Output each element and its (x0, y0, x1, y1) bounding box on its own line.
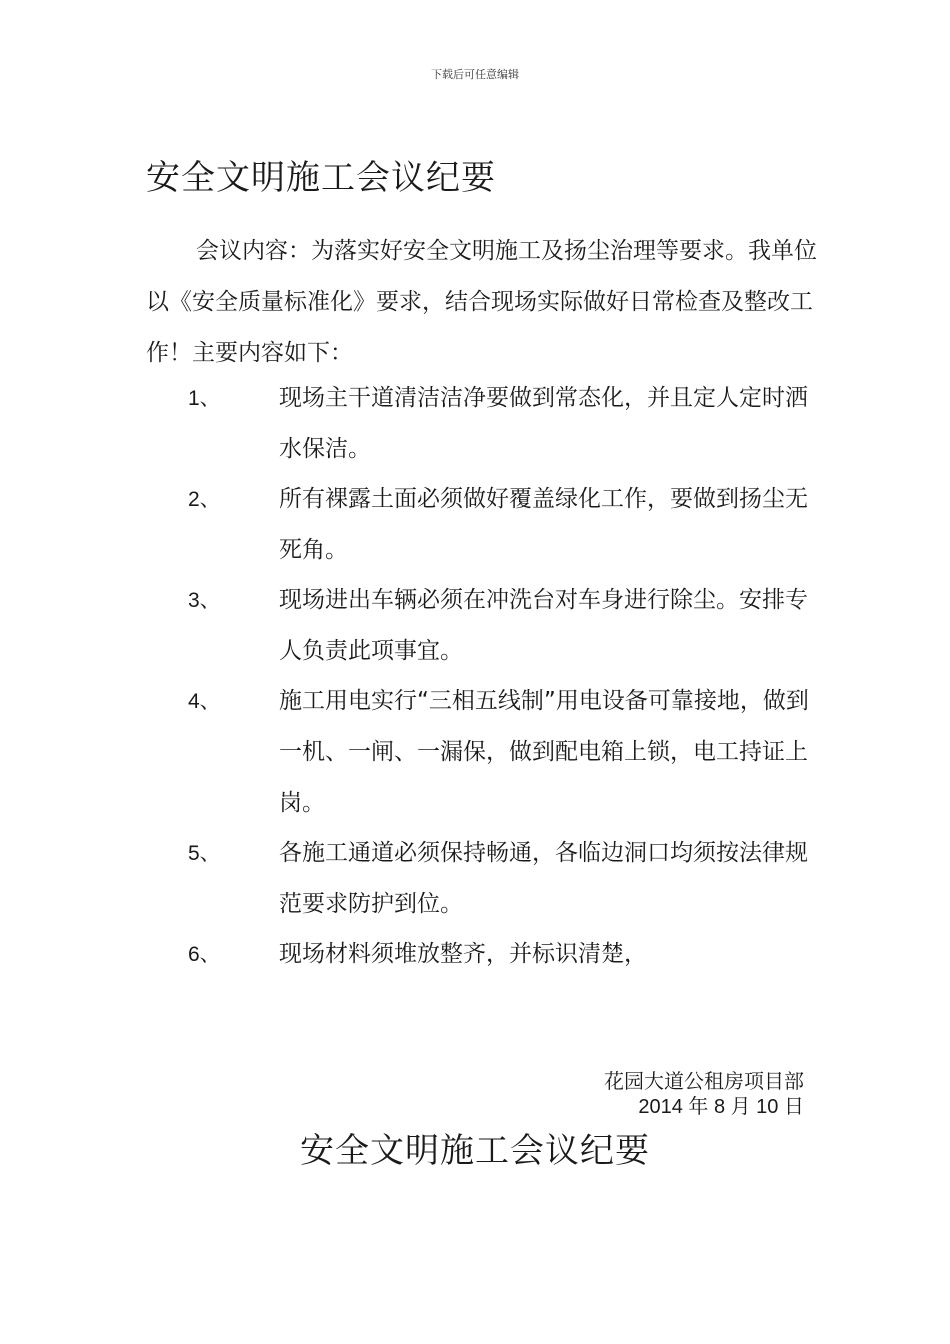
signature-org: 花园大道公租房项目部 (604, 1069, 804, 1093)
item-number: 4、 (188, 690, 221, 713)
item-number: 5、 (188, 842, 221, 865)
item-number: 1、 (188, 387, 221, 410)
signature-date: 2014 年 8 月 10 日 (638, 1096, 804, 1118)
item-number: 2、 (188, 488, 221, 511)
repeated-title: 安全文明施工会议纪要 (300, 1131, 650, 1171)
item-text: 所有裸露土面必须做好覆盖绿化工作，要做到扬尘无死角。 (279, 486, 808, 563)
header-note: 下载后可任意编辑 (431, 68, 519, 81)
intro-paragraph: 会议内容：为落实好安全文明施工及扬尘治理等要求。我单位以《安全质量标准化》要求，结合现场实际做好日常检查及整改工作！主要内容如下： (146, 238, 817, 366)
list-item (146, 474, 836, 576)
item-text: 现场材料须堆放整齐，并标识清楚， (279, 941, 647, 967)
signature-block (604, 1068, 804, 1120)
list-item (146, 373, 836, 475)
list-item (146, 828, 836, 930)
item-list (146, 373, 836, 979)
list-item (146, 676, 836, 829)
item-number: 3、 (188, 589, 221, 612)
list-item (146, 575, 836, 677)
item-text: 施工用电实行“三相五线制”用电设备可靠接地，做到一机、一闸、一漏保，做到配电箱上锁，电工持证上岗。 (279, 688, 809, 816)
item-number: 6、 (188, 943, 221, 966)
list-item (146, 929, 836, 980)
item-text: 现场主干道清洁洁净要做到常态化，并且定人定时洒水保洁。 (279, 385, 808, 462)
document-title: 安全文明施工会议纪要 (146, 158, 496, 198)
item-text: 现场进出车辆必须在冲洗台对车身进行除尘。安排专人负责此项事宜。 (279, 587, 808, 664)
item-text: 各施工通道必须保持畅通，各临边洞口均须按法律规范要求防护到位。 (279, 840, 808, 917)
